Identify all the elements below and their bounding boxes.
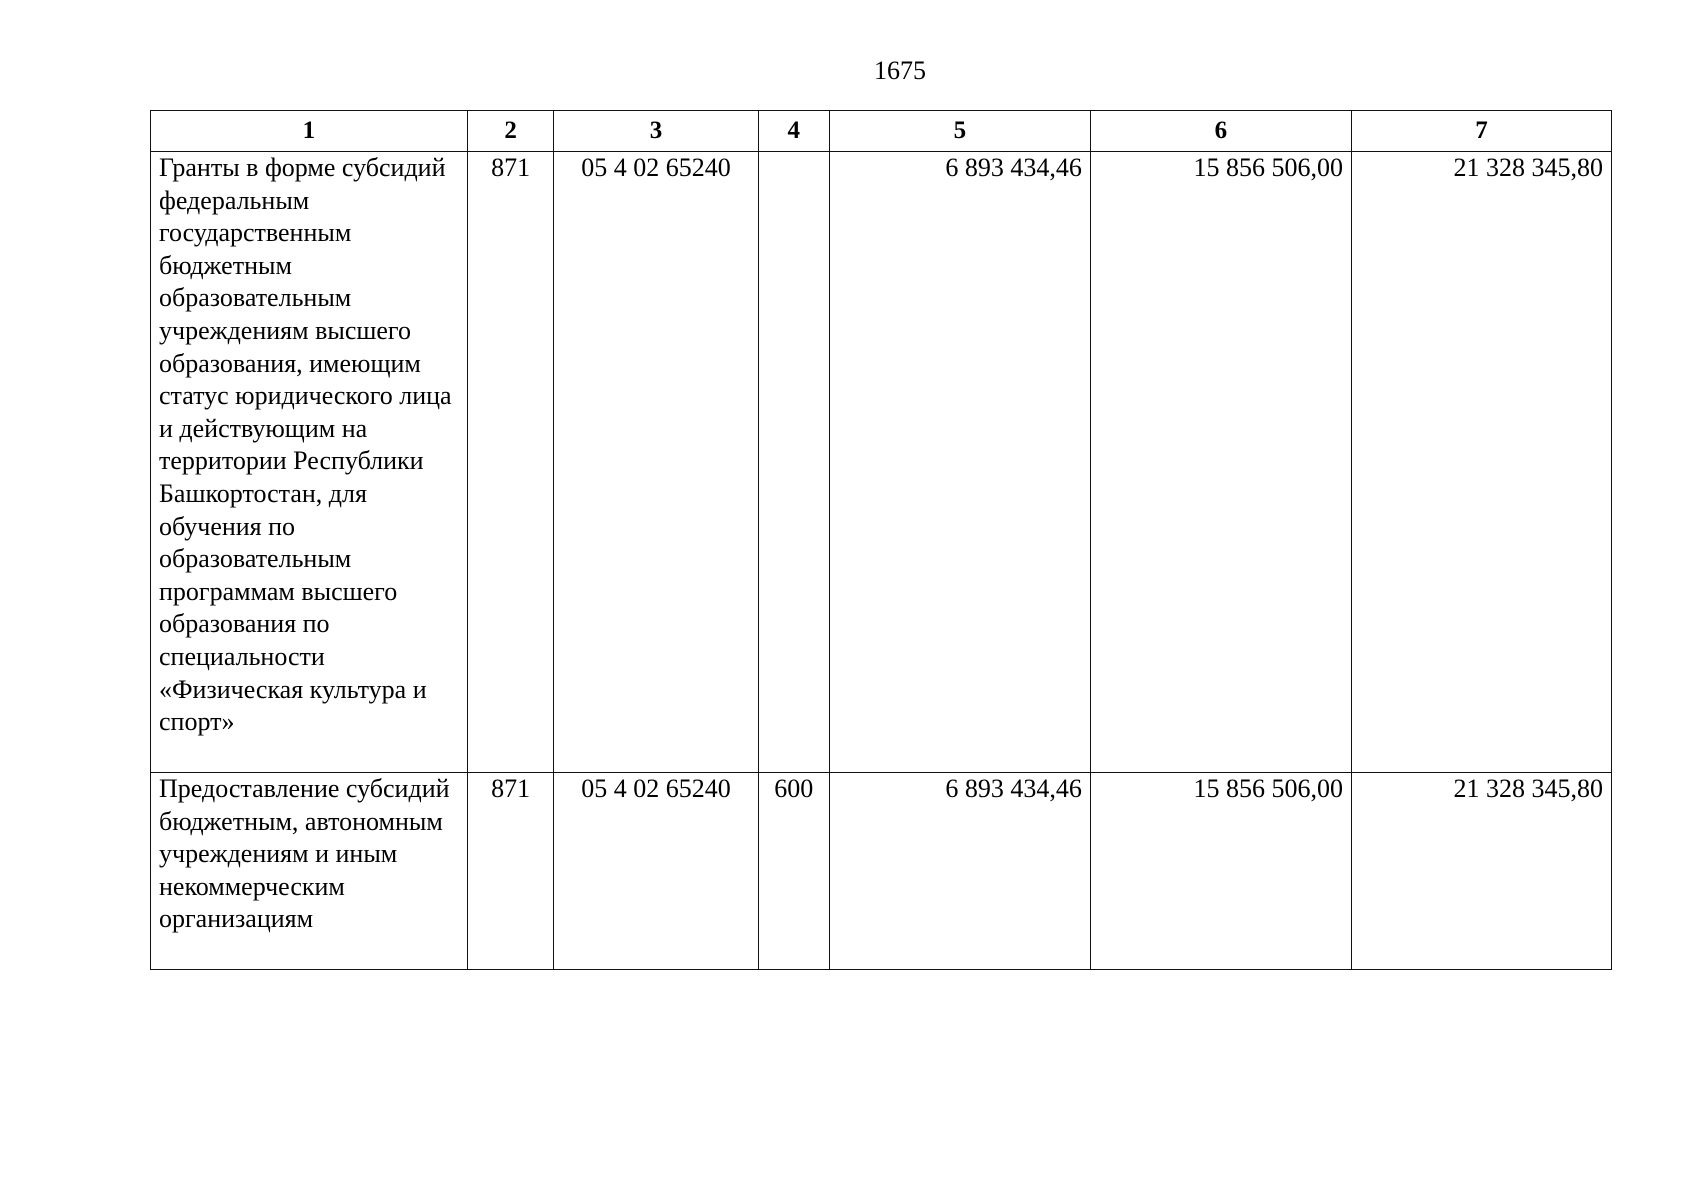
row-col2-cell: 871 <box>467 152 554 773</box>
row-col4-cell <box>758 152 829 773</box>
column-header-2: 2 <box>467 111 554 152</box>
row-col5-cell: 6 893 434,46 <box>829 152 1090 773</box>
column-header-7: 7 <box>1351 111 1611 152</box>
row-col5-cell: 6 893 434,46 <box>829 773 1090 970</box>
column-header-1: 1 <box>151 111 468 152</box>
column-header-5: 5 <box>829 111 1090 152</box>
table-row <box>151 152 1612 773</box>
row-name-cell: Предоставление субсидий бюджетным, автономным учреждениям и иным некоммерческим организациям <box>151 773 468 970</box>
row-col3-cell: 05 4 02 65240 <box>554 152 758 773</box>
row-col2-cell: 871 <box>467 773 554 970</box>
table-row <box>151 773 1612 970</box>
row-col7-cell: 21 328 345,80 <box>1351 773 1611 970</box>
row-col6-cell: 15 856 506,00 <box>1090 773 1351 970</box>
row-col7-cell: 21 328 345,80 <box>1351 152 1611 773</box>
column-header-4: 4 <box>758 111 829 152</box>
row-col3-cell: 05 4 02 65240 <box>554 773 758 970</box>
column-header-6: 6 <box>1090 111 1351 152</box>
table-header-row <box>151 111 1612 152</box>
row-col6-cell: 15 856 506,00 <box>1090 152 1351 773</box>
column-header-3: 3 <box>554 111 758 152</box>
budget-table <box>150 110 1612 970</box>
row-col4-cell: 600 <box>758 773 829 970</box>
page-number: 1675 <box>874 56 926 85</box>
row-name-cell: Гранты в форме субсидий федеральным государственным бюджетным образовательным учреждениям высшего образования, имеющим статус юридического лица и действующим на территории Республики Башкортостан, для обучения по образовательным программам высшего образования по специальности «Физическая культура и спорт» <box>151 152 468 773</box>
